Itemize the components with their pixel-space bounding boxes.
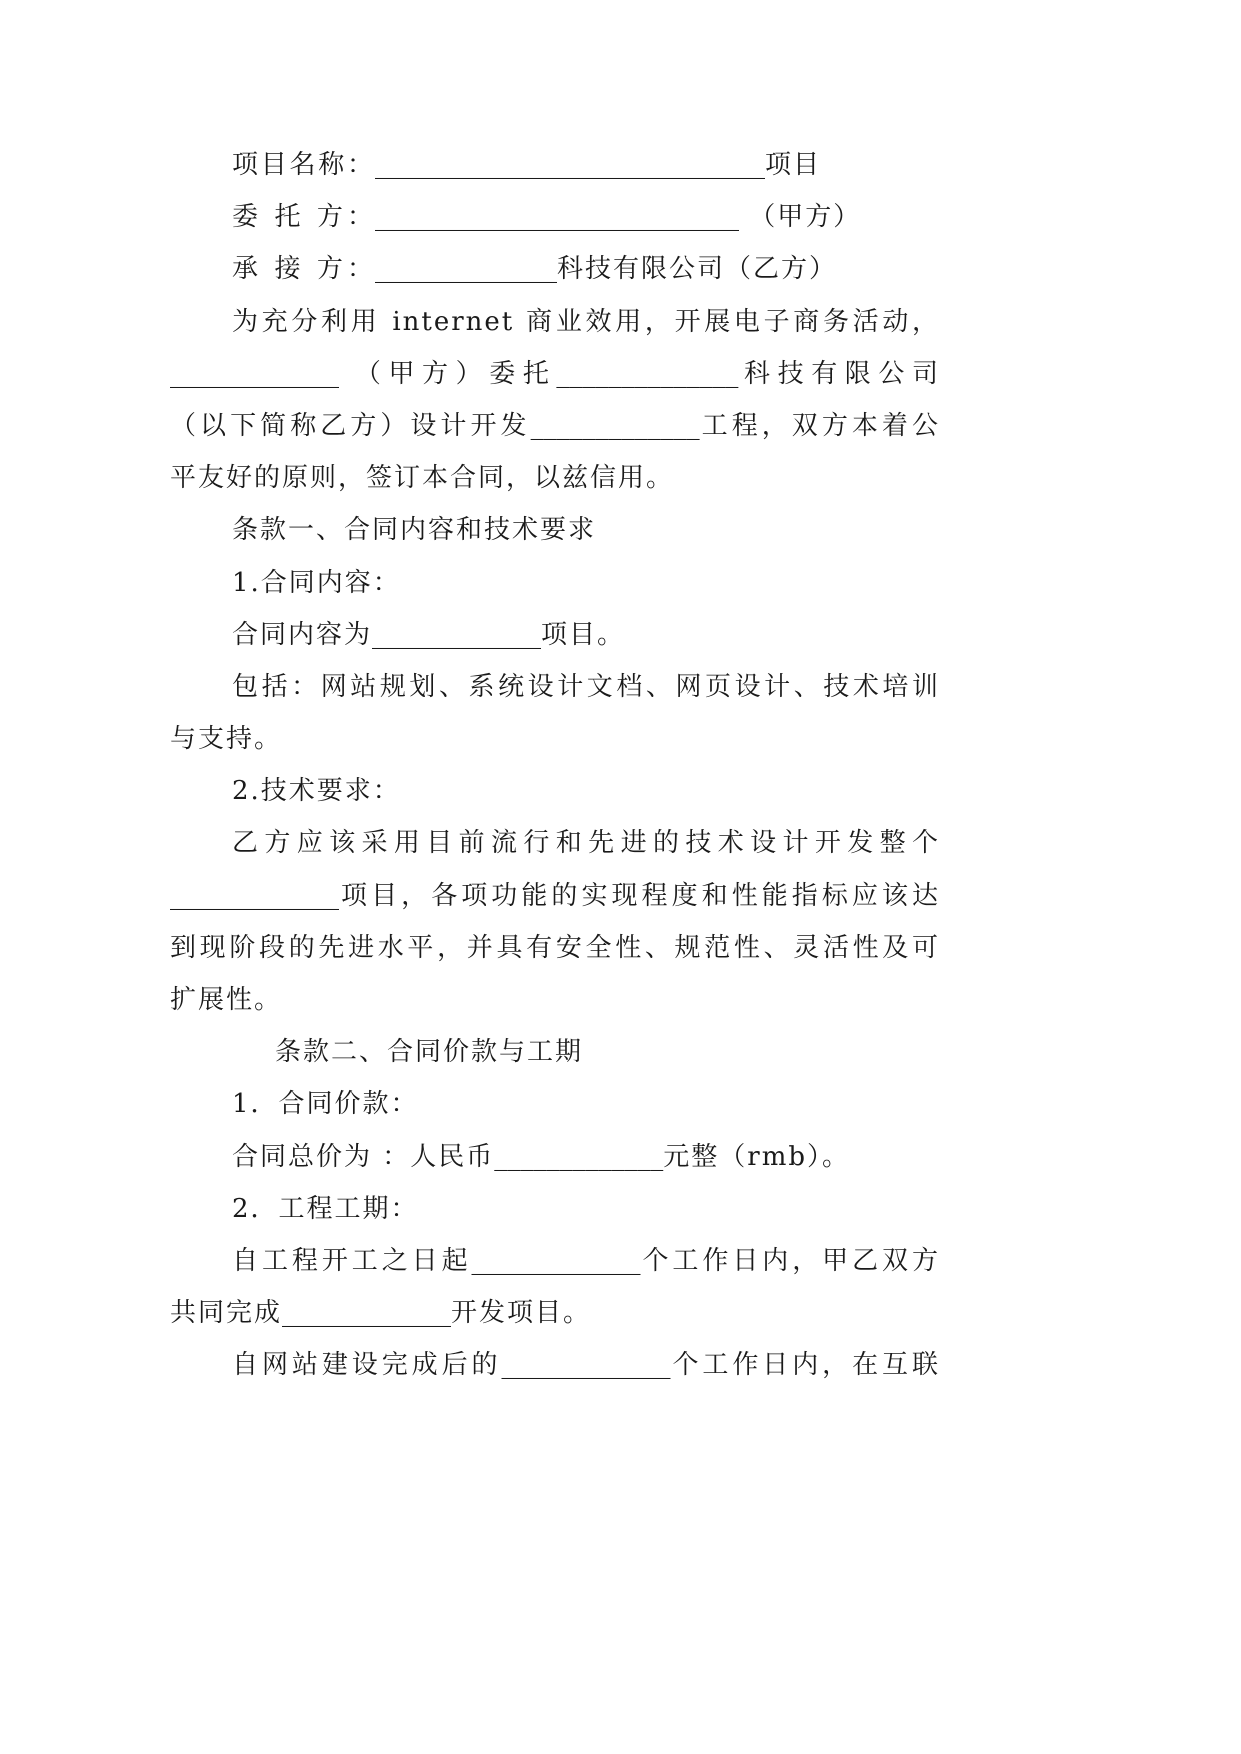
paragraph-line [170,974,940,1026]
line-text: 元整（rmb）。 [663,1141,850,1172]
line-text: 平友好的原则，签订本合同，以兹信用。 [170,463,675,494]
paragraph-line [170,400,940,452]
line-text: （甲方）委托 [339,358,557,389]
heading-text: 2.技术要求： [232,776,401,807]
project-name-line [170,139,940,191]
line-text: 科技有限公司 [738,358,940,389]
line-text: 扩展性。 [170,985,283,1015]
line-text: 为充分利用 internet 商业效用，开展电子商务活动， [232,306,940,337]
line-text: 乙方应该采用目前流行和先进的技术设计开发整个 [232,828,940,859]
paragraph-line [170,1287,940,1339]
paragraph-line [170,452,940,504]
field-label: 委 托 方： [232,202,375,233]
line-text: 合同总价为 ：人民币 [232,1141,495,1172]
line-text: 共同完成 [170,1298,283,1329]
line-text: 个工作日内，甲乙双方 [640,1245,940,1276]
paragraph-line [170,348,940,400]
line-text: 合同内容为 [232,619,373,650]
paragraph-line [170,296,940,348]
line-text: 与支持。 [170,724,283,755]
paragraph-line [170,870,940,922]
blank-underline: _____________ [170,880,339,911]
paragraph-line [170,1131,940,1183]
blank-underline: _____________ [501,1350,671,1381]
line-text: 开发项目。 [451,1298,592,1329]
contract-body [170,139,940,1392]
line-text: 项目，各项功能的实现程度和性能指标应该达 [339,880,940,911]
blank-underline: _____________ [372,619,542,650]
field-label: 项目名称： [232,150,375,180]
blank-underline: _____________ [494,1141,664,1172]
contractor-party-line [170,243,940,295]
subsection-heading [170,1078,940,1130]
blank-underline: _____________ [170,358,339,389]
heading-text: 2．工程工期： [232,1193,419,1224]
heading-text: 条款一、合同内容和技术要求 [232,515,597,546]
heading-text: 条款二、合同价款与工期 [275,1037,584,1068]
paragraph-line [170,713,940,765]
line-text: 到现阶段的先进水平，并具有安全性、规范性、灵活性及可 [170,932,940,963]
line-text: 自工程开工之日起 [232,1245,472,1276]
blank-underline: _____________ [282,1298,452,1329]
paragraph-line [170,817,940,869]
line-text: 科技有限公司（乙方） [557,254,838,285]
blank-underline: _____________ [530,410,700,441]
line-text: 自网站建设完成后的 [232,1350,502,1381]
heading-text: 1.合同内容： [232,567,401,598]
clause-heading [170,1026,940,1078]
blank-underline: ______________ [375,254,557,285]
field-label: 承 接 方： [232,254,375,285]
line-text: （以下简称乙方）设计开发 [170,410,531,441]
line-text: （甲方） [739,202,862,233]
subsection-heading [170,765,940,817]
line-text: 包括：网站规划、系统设计文档、网页设计、技术培训 [232,671,940,702]
paragraph-line [170,1235,940,1287]
paragraph-line [170,922,940,974]
blank-underline: ______________________________ [375,150,765,180]
subsection-heading [170,1183,940,1235]
paragraph-line [170,609,940,661]
line-text: 工程，双方本着公 [699,410,940,441]
line-text: 项目 [765,150,822,180]
line-text: 项目。 [541,619,626,650]
blank-underline: ______________ [556,358,739,389]
heading-text: 1．合同价款： [232,1089,419,1120]
paragraph-line [170,661,940,713]
client-party-line [170,191,940,243]
blank-underline: _____________ [471,1245,641,1276]
paragraph-line [170,1339,940,1391]
subsection-heading [170,557,940,609]
clause-heading [170,504,940,556]
line-text: 个工作日内，在互联 [670,1350,940,1381]
blank-underline: ____________________________ [375,202,739,233]
